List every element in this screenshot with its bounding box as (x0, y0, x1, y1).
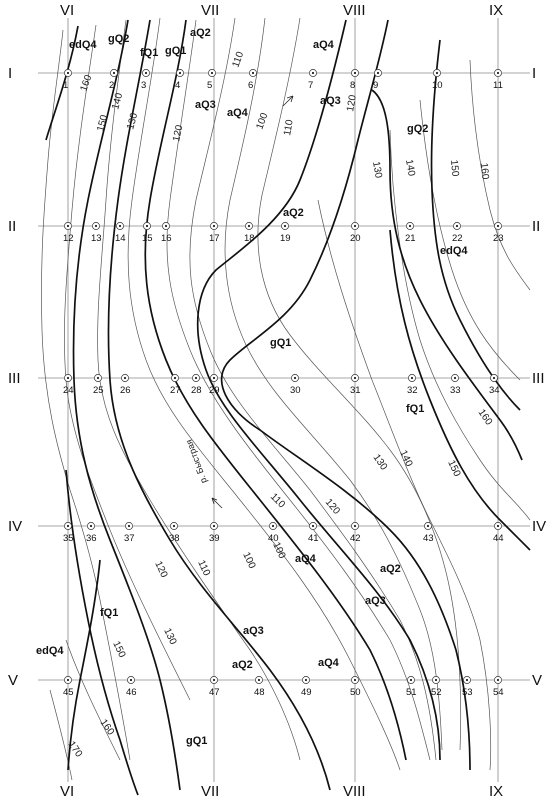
contour-label: 140 (397, 448, 415, 469)
well-marker-dot (165, 225, 167, 227)
well-number: 48 (254, 687, 265, 698)
well-marker-dot (67, 679, 69, 681)
well-marker-dot (456, 225, 458, 227)
well-marker-dot (173, 525, 175, 527)
well-marker-dot (354, 525, 356, 527)
well-marker-dot (312, 72, 314, 74)
profile-label-right: II (532, 218, 541, 235)
profile-label-top: VI (60, 2, 75, 19)
contour-label: 130 (370, 452, 390, 473)
well-number: 25 (93, 385, 104, 396)
contour-label: 130 (125, 111, 141, 131)
well-numbers (63, 80, 504, 698)
contour-label: 130 (370, 160, 384, 179)
profile-label-right: III (532, 370, 545, 387)
well-number: 24 (63, 385, 74, 396)
well-number: 14 (115, 233, 126, 244)
well-number: 30 (290, 385, 301, 396)
well-number: 22 (452, 233, 463, 244)
well-number: 31 (350, 385, 361, 396)
well-number: 38 (169, 533, 180, 544)
contour-label: 130 (161, 626, 179, 647)
well-number: 26 (120, 385, 131, 396)
geology-label: edQ4 (440, 245, 468, 257)
profile-label-left: III (8, 370, 21, 387)
well-marker-dot (436, 72, 438, 74)
well-marker-dot (95, 225, 97, 227)
well-marker-dot (145, 72, 147, 74)
profile-label-left: V (8, 672, 19, 689)
well-marker-dot (130, 679, 132, 681)
well-number: 2 (109, 80, 115, 91)
geology-label: aQ3 (365, 595, 386, 607)
well-number: 49 (301, 687, 312, 698)
well-number: 34 (489, 385, 500, 396)
geology-label: gQ1 (186, 735, 208, 747)
contour-elevation-labels (66, 50, 495, 760)
geology-label: fQ1 (406, 403, 425, 415)
well-marker-dot (497, 225, 499, 227)
well-number: 29 (209, 385, 220, 396)
geology-label: fQ1 (100, 607, 119, 619)
well-number: 9 (373, 80, 379, 91)
well-marker-dot (258, 679, 260, 681)
contour-label: 110 (195, 558, 212, 578)
well-marker-dot (213, 679, 215, 681)
well-marker-dot (354, 377, 356, 379)
geology-label: gQ1 (270, 337, 292, 349)
contour-label: 120 (345, 94, 359, 113)
well-number: 16 (161, 233, 172, 244)
well-number: 41 (308, 533, 319, 544)
well-marker-dot (312, 525, 314, 527)
profile-label-left: II (8, 218, 17, 235)
well-marker-dot (128, 525, 130, 527)
well-number: 23 (493, 233, 504, 244)
contour-label: 100 (270, 540, 288, 561)
well-number: 11 (493, 80, 503, 91)
well-marker-dot (410, 679, 412, 681)
well-number: 54 (493, 687, 504, 698)
well-number: 10 (432, 80, 443, 91)
well-marker-dot (354, 72, 356, 74)
geology-label: gQ2 (407, 123, 429, 135)
geology-label: aQ4 (295, 553, 316, 565)
well-number: 5 (207, 80, 213, 91)
well-marker-dot (213, 225, 215, 227)
well-marker-dot (411, 377, 413, 379)
contour-label: 110 (282, 118, 296, 137)
geology-label: gQ1 (165, 45, 187, 57)
well-marker-dot (252, 72, 254, 74)
geology-label: fQ1 (140, 47, 159, 59)
well-number: 20 (350, 233, 361, 244)
well-marker-dot (67, 377, 69, 379)
well-number: 47 (209, 687, 220, 698)
well-number: 15 (142, 233, 153, 244)
well-number: 21 (405, 233, 416, 244)
geology-label: edQ4 (36, 645, 64, 657)
contour-label: 120 (152, 559, 170, 580)
well-marker-dot (493, 377, 495, 379)
well-marker-dot (67, 525, 69, 527)
well-marker-dot (409, 225, 411, 227)
well-marker-dot (497, 525, 499, 527)
contour-label: 140 (403, 158, 417, 177)
well-number: 27 (170, 385, 181, 396)
profile-label-top: VIII (343, 2, 366, 19)
well-number: 51 (406, 687, 417, 698)
well-number: 52 (431, 687, 442, 698)
well-number: 40 (268, 533, 279, 544)
well-number: 50 (350, 687, 361, 698)
geology-label: aQ3 (320, 95, 341, 107)
well-marker-dot (248, 225, 250, 227)
contour-label: 160 (478, 162, 491, 180)
profile-label-bottom: VIII (343, 783, 366, 800)
well-number: 42 (350, 533, 361, 544)
well-marker-dot (67, 72, 69, 74)
well-number: 44 (493, 533, 504, 544)
well-marker-dot (294, 377, 296, 379)
contour-label: 100 (240, 550, 258, 571)
contour-label: 110 (267, 491, 287, 511)
well-marker-dot (179, 72, 181, 74)
well-number: 19 (280, 233, 291, 244)
well-marker-dot (377, 72, 379, 74)
contour-label: 150 (448, 159, 461, 177)
geology-label: aQ3 (195, 99, 216, 111)
profile-label-bottom: VII (201, 783, 220, 800)
profile-label-left: I (8, 65, 13, 82)
well-number: 33 (450, 385, 461, 396)
well-number: 35 (63, 533, 74, 544)
well-number: 17 (209, 233, 220, 244)
geology-label: aQ4 (227, 107, 248, 119)
well-marker-dot (90, 525, 92, 527)
profile-label-right: I (532, 65, 537, 82)
well-marker-dot (497, 72, 499, 74)
well-number: 1 (63, 80, 69, 91)
geology-label: aQ3 (243, 625, 264, 637)
contour-label: 150 (95, 113, 111, 133)
well-number: 45 (63, 687, 74, 698)
contour-label: 150 (110, 639, 128, 660)
well-marker-dot (466, 679, 468, 681)
geology-label: aQ2 (380, 563, 401, 575)
geology-label: edQ4 (69, 39, 97, 51)
well-marker-dot (124, 377, 126, 379)
well-marker-dot (67, 225, 69, 227)
geology-label: aQ2 (283, 207, 304, 219)
geology-label: aQ2 (190, 27, 211, 39)
well-number: 39 (209, 533, 220, 544)
well-marker-dot (213, 377, 215, 379)
well-marker-dot (435, 679, 437, 681)
profile-label-bottom: VI (60, 783, 75, 800)
well-number: 53 (462, 687, 473, 698)
well-marker-dot (272, 525, 274, 527)
well-number: 8 (350, 80, 356, 91)
well-number: 3 (141, 80, 147, 91)
well-number: 7 (308, 80, 314, 91)
contour-label: 170 (65, 739, 85, 760)
geology-label: aQ4 (318, 657, 339, 669)
well-number: 46 (126, 687, 137, 698)
well-marker-dot (427, 525, 429, 527)
well-number: 37 (124, 533, 135, 544)
well-marker-dot (195, 377, 197, 379)
well-marker-dot (454, 377, 456, 379)
profile-label-top: IX (489, 2, 504, 19)
well-number: 28 (191, 385, 202, 396)
contour-label: 150 (445, 458, 463, 479)
profile-label-top: VII (201, 2, 220, 19)
well-marker-dot (213, 525, 215, 527)
contour-label: 120 (171, 124, 186, 143)
well-marker-dot (97, 377, 99, 379)
well-marker-dot (497, 679, 499, 681)
well-marker-dot (305, 679, 307, 681)
geology-label: gQ2 (108, 33, 130, 45)
well-number: 36 (86, 533, 97, 544)
profile-label-bottom: IX (489, 783, 504, 800)
well-marker-dot (146, 225, 148, 227)
well-number: 6 (248, 80, 254, 91)
well-marker-dot (354, 225, 356, 227)
contour-label: 100 (254, 111, 271, 132)
profile-label-right: IV (532, 518, 547, 535)
geology-label: aQ2 (232, 659, 253, 671)
contour-label: 160 (97, 717, 117, 738)
well-marker-dot (113, 72, 115, 74)
well-marker-dot (354, 679, 356, 681)
well-marker-dot (119, 225, 121, 227)
well-marker-dot (211, 72, 213, 74)
contour-label: 140 (110, 91, 126, 111)
profile-label-right: V (532, 672, 543, 689)
well-marker-dot (174, 377, 176, 379)
well-number: 13 (91, 233, 102, 244)
contour-label: 110 (230, 50, 247, 70)
geology-label: aQ4 (313, 39, 334, 51)
well-number: 4 (175, 80, 181, 91)
contour-label: 160 (475, 407, 495, 428)
well-number: 32 (407, 385, 418, 396)
well-number: 43 (423, 533, 434, 544)
well-number: 18 (244, 233, 255, 244)
contour-label: 160 (78, 73, 95, 94)
river-label: р. Быстрая (183, 438, 209, 485)
profile-label-left: IV (8, 518, 23, 535)
well-number: 12 (63, 233, 74, 244)
well-marker-dot (284, 225, 286, 227)
contour-label: 120 (322, 496, 342, 517)
